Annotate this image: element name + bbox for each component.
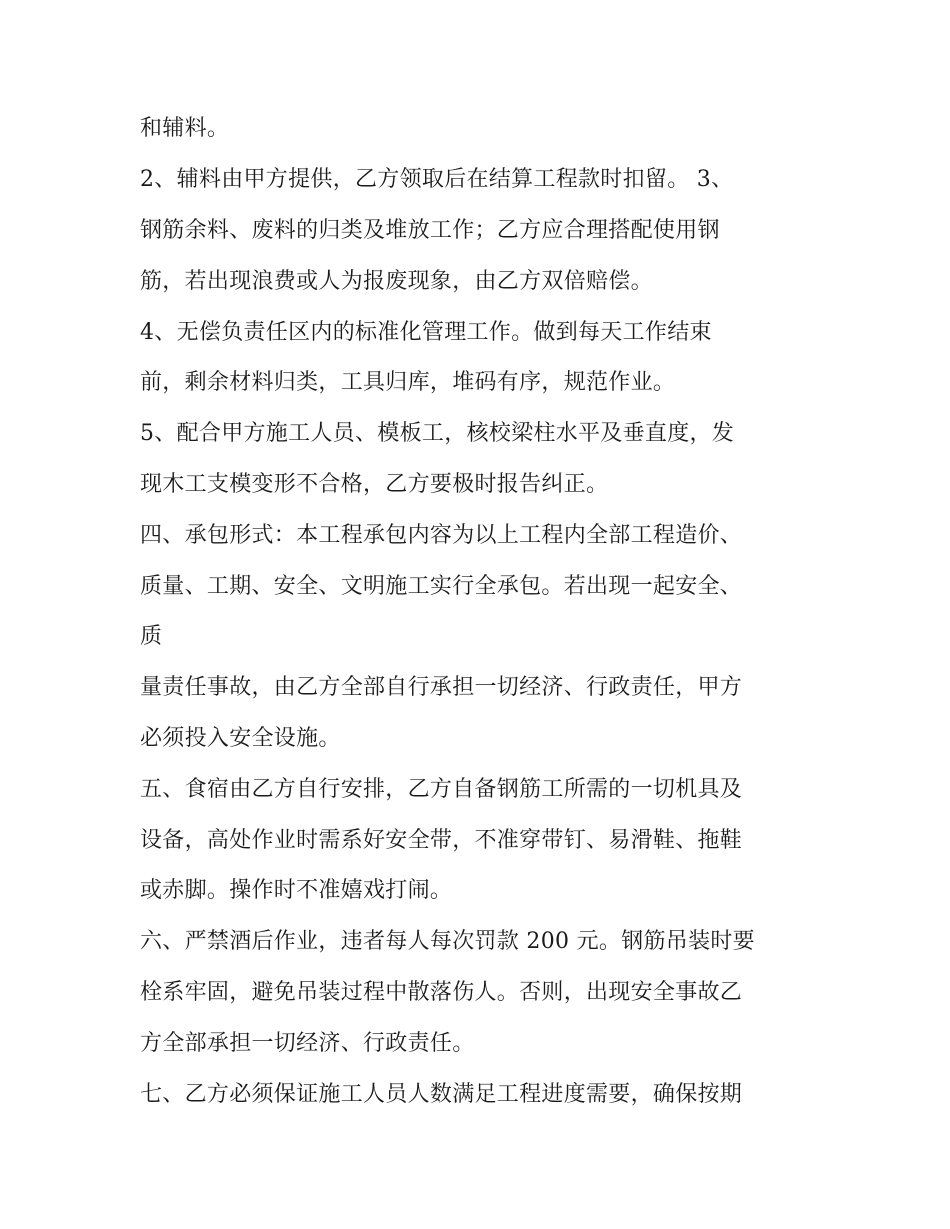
text-line: 钢筋余料、废料的归类及堆放工作；乙方应合理搭配使用钢 [140, 218, 720, 243]
text-line: 和辅料。 [140, 116, 230, 141]
text-line: 四、承包形式：本工程承包内容为以上工程内全部工程造价、 [140, 523, 743, 548]
text-line: 前，剩余材料归类，工具归库，堆码有序，规范作业。 [140, 370, 676, 395]
text-line: 质 [140, 624, 163, 649]
text-line: 六、严禁酒后作业，违者每人每次罚款 200 元。钢筋吊装时要 [140, 929, 755, 954]
text-line: 设备，高处作业时需系好安全带，不准穿带钉、易滑鞋、拖鞋 [140, 828, 743, 853]
text-line: 2、辅料由甲方提供，乙方领取后在结算工程款时扣留。 3、 [140, 167, 734, 192]
text-line: 方全部承担一切经济、行政责任。 [140, 1031, 475, 1056]
text-line: 现木工支模变形不合格，乙方要极时报告纠正。 [140, 472, 609, 497]
text-line: 五、食宿由乙方自行安排，乙方自备钢筋工所需的一切机具及 [140, 777, 743, 802]
text-line: 5、配合甲方施工人员、模板工，核校梁柱水平及垂直度，发 [140, 421, 735, 446]
text-line: 或赤脚。操作时不准嬉戏打闹。 [140, 878, 453, 903]
text-line: 筋，若出现浪费或人为报废现象，由乙方双倍赔偿。 [140, 269, 653, 294]
text-line: 必须投入安全设施。 [140, 726, 341, 751]
text-line: 七、乙方必须保证施工人员人数满足工程进度需要，确保按期 [140, 1082, 743, 1107]
text-line: 质量、工期、安全、文明施工实行全承包。若出现一起安全、 [140, 574, 743, 599]
text-line: 栓系牢固，避免吊装过程中散落伤人。否则，出现安全事故乙 [140, 980, 743, 1005]
text-line: 量责任事故，由乙方全部自行承担一切经济、行政责任，甲方 [140, 675, 743, 700]
text-line: 4、无偿负责任区内的标准化管理工作。做到每天工作结束 [140, 320, 712, 345]
